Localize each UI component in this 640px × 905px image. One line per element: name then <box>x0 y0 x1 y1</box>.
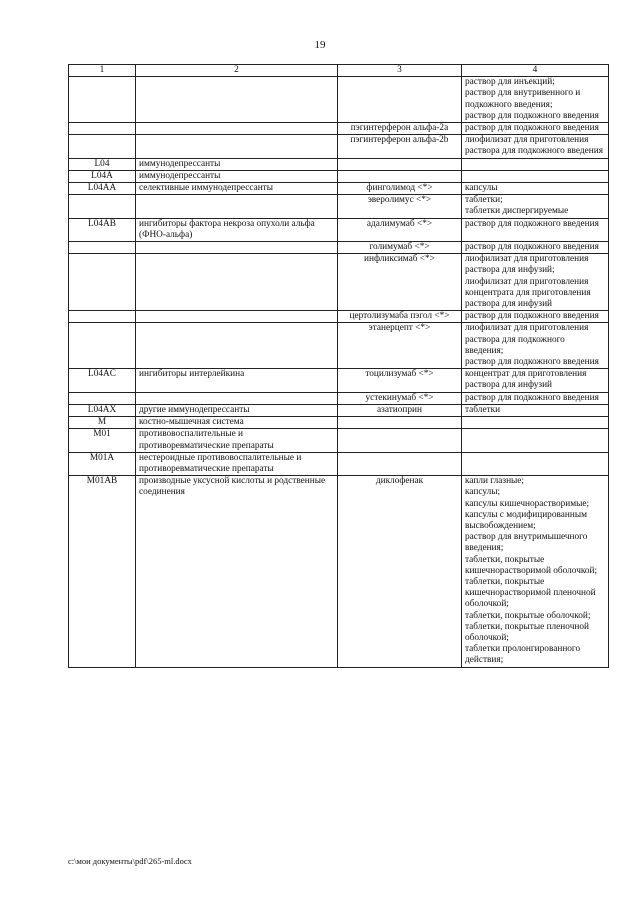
dosage-form-cell: раствор для подкожного введения <box>462 392 609 404</box>
group-name-cell: селективные иммунодепрессанты <box>136 183 338 195</box>
dosage-form-cell: раствор для инъекций; раствор для внутривенного и подкожного введения; раствор для подкожного введения <box>462 77 609 123</box>
atc-code-cell <box>69 392 136 404</box>
table-body <box>69 77 609 667</box>
table-row <box>69 195 609 218</box>
dosage-form-cell: лиофилизат для приготовления раствора для подкожного введения <box>462 135 609 158</box>
drug-name-cell: пэгинтерферон альфа-2b <box>338 135 462 158</box>
atc-code-cell <box>69 123 136 135</box>
table-row <box>69 429 609 452</box>
table-row <box>69 476 609 667</box>
group-name-cell <box>136 123 338 135</box>
dosage-form-cell <box>462 452 609 475</box>
dosage-form-cell <box>462 417 609 429</box>
dosage-form-cell: таблетки <box>462 404 609 416</box>
table-row <box>69 404 609 416</box>
dosage-form-cell: концентрат для приготовления раствора для инфузий <box>462 369 609 392</box>
table-row <box>69 77 609 123</box>
drug-name-cell: эверолимус <*> <box>338 195 462 218</box>
drug-name-cell <box>338 429 462 452</box>
atc-code-cell <box>69 311 136 323</box>
header-col-3: 3 <box>338 65 462 77</box>
group-name-cell <box>136 311 338 323</box>
group-name-cell: костно-мышечная система <box>136 417 338 429</box>
drug-name-cell: адалимумаб <*> <box>338 218 462 241</box>
drug-name-cell: диклофенак <box>338 476 462 667</box>
atc-code-cell <box>69 135 136 158</box>
dosage-form-cell: раствор для подкожного введения <box>462 311 609 323</box>
table-row <box>69 183 609 195</box>
drug-name-cell: пэгинтерферон альфа-2a <box>338 123 462 135</box>
dosage-form-cell <box>462 429 609 452</box>
table-row <box>69 254 609 311</box>
table-row <box>69 242 609 254</box>
table-row <box>69 417 609 429</box>
group-name-cell: другие иммунодепрессанты <box>136 404 338 416</box>
group-name-cell <box>136 323 338 369</box>
drug-name-cell: устекинумаб <*> <box>338 392 462 404</box>
table-row <box>69 369 609 392</box>
dosage-form-cell <box>462 170 609 182</box>
table-header-row <box>69 65 609 77</box>
group-name-cell: ингибиторы фактора некроза опухоли альфа (ФНО-альфа) <box>136 218 338 241</box>
drug-table <box>68 64 609 668</box>
group-name-cell: ингибиторы интерлейкина <box>136 369 338 392</box>
group-name-cell: иммунодепрессанты <box>136 158 338 170</box>
group-name-cell: противовоспалительные и противоревматические препараты <box>136 429 338 452</box>
table-row <box>69 123 609 135</box>
drug-name-cell <box>338 158 462 170</box>
table-row <box>69 218 609 241</box>
dosage-form-cell: раствор для подкожного введения <box>462 218 609 241</box>
header-col-4: 4 <box>462 65 609 77</box>
atc-code-cell: L04 <box>69 158 136 170</box>
drug-name-cell <box>338 77 462 123</box>
page-number: 19 <box>314 39 326 51</box>
drug-name-cell: голимумаб <*> <box>338 242 462 254</box>
drug-name-cell: этанерцепт <*> <box>338 323 462 369</box>
drug-name-cell: инфликсимаб <*> <box>338 254 462 311</box>
drug-name-cell <box>338 452 462 475</box>
atc-code-cell: L04A <box>69 170 136 182</box>
table-row <box>69 452 609 475</box>
header-col-1: 1 <box>69 65 136 77</box>
atc-code-cell: L04AC <box>69 369 136 392</box>
dosage-form-cell <box>462 158 609 170</box>
atc-code-cell: L04AX <box>69 404 136 416</box>
group-name-cell <box>136 254 338 311</box>
atc-code-cell: M01AB <box>69 476 136 667</box>
group-name-cell <box>136 135 338 158</box>
group-name-cell <box>136 77 338 123</box>
atc-code-cell <box>69 254 136 311</box>
dosage-form-cell: таблетки; таблетки диспергируемые <box>462 195 609 218</box>
drug-name-cell: цертолизумаба пэгол <*> <box>338 311 462 323</box>
dosage-form-cell: капсулы <box>462 183 609 195</box>
drug-name-cell: тоцилизумаб <*> <box>338 369 462 392</box>
header-col-2: 2 <box>136 65 338 77</box>
dosage-form-cell: лиофилизат для приготовления раствора для подкожного введения; раствор для подкожного введения <box>462 323 609 369</box>
drug-name-cell <box>338 417 462 429</box>
dosage-form-cell: раствор для подкожного введения <box>462 123 609 135</box>
group-name-cell: производные уксусной кислоты и родственные соединения <box>136 476 338 667</box>
atc-code-cell: L04AB <box>69 218 136 241</box>
atc-code-cell <box>69 242 136 254</box>
dosage-form-cell: раствор для подкожного введения <box>462 242 609 254</box>
drug-name-cell <box>338 170 462 182</box>
table-row <box>69 323 609 369</box>
group-name-cell: иммунодепрессанты <box>136 170 338 182</box>
atc-code-cell <box>69 77 136 123</box>
dosage-form-cell: капли глазные; капсулы; капсулы кишечнорастворимые; капсулы с модифицированным высвобождением; раствор для внутримышечного введения; таблетки, покрытые кишечнорастворимой оболочкой; таблетки, покрытые кишечнорастворимой пленочной оболочкой; таблетки, покрытые оболочкой; таблетки, покрытые пленочной оболочкой; таблетки пролонгированного действия; <box>462 476 609 667</box>
atc-code-cell <box>69 323 136 369</box>
atc-code-cell <box>69 195 136 218</box>
atc-code-cell: L04AA <box>69 183 136 195</box>
drug-name-cell: финголимод <*> <box>338 183 462 195</box>
group-name-cell <box>136 242 338 254</box>
dosage-form-cell: лиофилизат для приготовления раствора для инфузий; лиофилизат для приготовления концентрата для приготовления раствора для инфузий <box>462 254 609 311</box>
drug-name-cell: азатиоприн <box>338 404 462 416</box>
file-path-footer: c:\мои документы\pdf\265-ml.docx <box>68 856 192 866</box>
table-row <box>69 170 609 182</box>
table-row <box>69 392 609 404</box>
atc-code-cell: M01A <box>69 452 136 475</box>
group-name-cell: нестероидные противовоспалительные и противоревматические препараты <box>136 452 338 475</box>
table-row <box>69 158 609 170</box>
table-row <box>69 311 609 323</box>
atc-code-cell: M01 <box>69 429 136 452</box>
atc-code-cell: M <box>69 417 136 429</box>
group-name-cell <box>136 392 338 404</box>
group-name-cell <box>136 195 338 218</box>
table-row <box>69 135 609 158</box>
